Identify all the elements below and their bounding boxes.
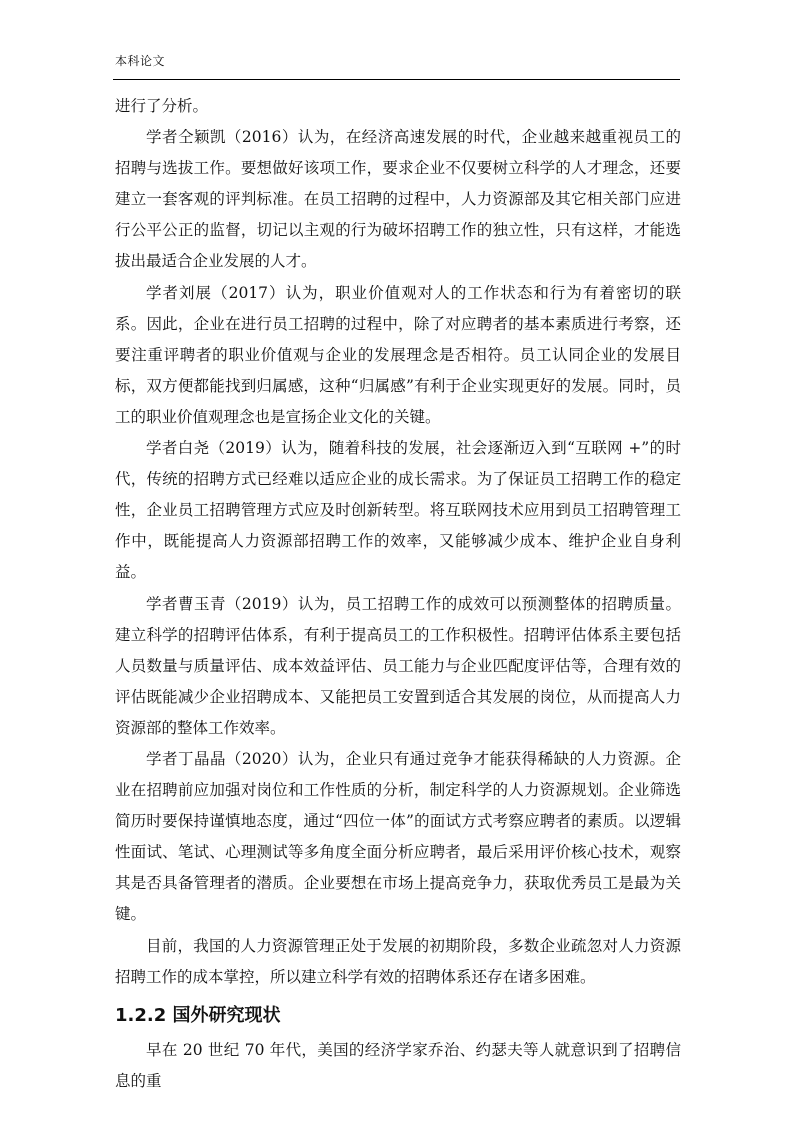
page-body	[115, 91, 681, 1097]
paragraph-liu-zhan: 学者刘展（2017）认为，职业价值观对人的工作状态和行为有着密切的联系。因此，企业在进行员工招聘的过程中，除了对应聘者的基本素质进行考察，还要注重评聘者的职业价值观与企业的发展理念是否相符。员工认同企业的发展目标，双方便都能找到归属感，这种“归属感”有利于企业实现更好的发展。同时，员工的职业价值观理念也是宣扬企业文化的关键。	[115, 283, 681, 426]
paragraph-bai-yao: 学者白尧（2019）认为，随着科技的发展，社会逐渐迈入到“互联网 +”的时代，传统的招聘方式已经难以适应企业的成长需求。为了保证员工招聘工作的稳定性，企业员工招聘管理方式应及时创新转型。将互联网技术应用到员工招聘管理工作中，既能提高人力资源部招聘工作的效率，又能够减少成本、维护企业自身利益。	[115, 439, 681, 582]
paragraph-summary: 目前，我国的人力资源管理正处于发展的初期阶段，多数企业疏忽对人力资源招聘工作的成本掌控，所以建立科学有效的招聘体系还存在诸多困难。	[115, 936, 681, 986]
paragraph-continuation: 进行了分析。	[115, 97, 209, 115]
paragraph-tong-yingkai: 学者仝颖凯（2016）认为，在经济高速发展的时代，企业越来越重视员工的招聘与选拔工作。要想做好该项工作，要求企业不仅要树立科学的人才理念，还要建立一套客观的评判标准。在员工招聘的过程中，人力资源部及其它相关部门应进行公平公正的监督，切记以主观的行为破坏招聘工作的独立性，只有这样，才能选拔出最适合企业发展的人才。	[115, 128, 681, 271]
paragraph-cao-yuqing: 学者曹玉青（2019）认为，员工招聘工作的成效可以预测整体的招聘质量。建立科学的招聘评估体系，有利于提高员工的工作积极性。招聘评估体系主要包括人员数量与质量评估、成本效益评估、员工能力与企业匹配度评估等，合理有效的评估既能减少企业招聘成本、又能把员工安置到适合其发展的岗位，从而提高人力资源部的整体工作效率。	[115, 594, 681, 737]
section-heading: 1.2.2 国外研究现状	[115, 1004, 281, 1026]
paragraph-foreign-research: 早在 20 世纪 70 年代，美国的经济学家乔治、约瑟夫等人就意识到了招聘信息的重	[115, 1040, 681, 1090]
header-title: 本科论文	[115, 54, 166, 68]
header-divider	[113, 79, 680, 80]
paragraph-ding-jingjing: 学者丁晶晶（2020）认为，企业只有通过竞争才能获得稀缺的人力资源。企业在招聘前应加强对岗位和工作性质的分析，制定科学的人力资源规划。企业筛选简历时要保持谨慎地态度，通过“四位一体”的面试方式考察应聘者的素质。以逻辑性面试、笔试、心理测试等多角度全面分析应聘者，最后采用评价核心技术，观察其是否具备管理者的潜质。企业要想在市场上提高竞争力，获取优秀员工是最为关键。	[115, 749, 681, 924]
